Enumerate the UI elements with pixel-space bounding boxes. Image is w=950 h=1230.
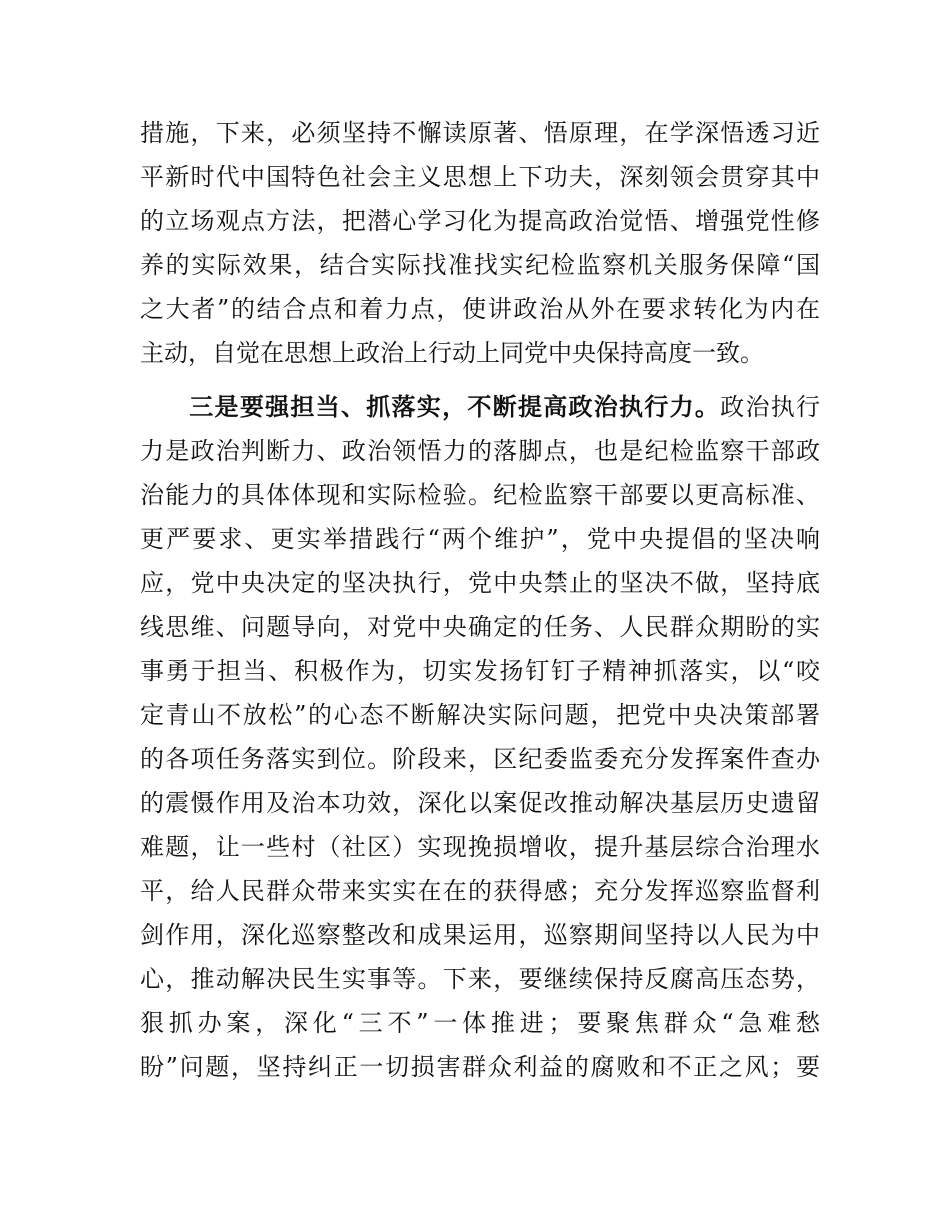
text-line: 的震慑作用及治本功效，深化以案促改推动解决基层历史遗留	[140, 789, 820, 817]
text-line: 狠抓办案，深化“三不”一体推进；要聚焦群众“急难愁	[140, 1009, 820, 1037]
text-line: 难题，让一些村（社区）实现挽损增收，提升基层综合治理水	[140, 833, 820, 861]
paragraph-spacer	[140, 375, 820, 385]
text-line: 事勇于担当、积极作为，切实发扬钉钉子精神抓落实，以“咬	[140, 657, 820, 685]
text-line: 应，党中央决定的坚决执行，党中央禁止的坚决不做，坚持底	[140, 569, 820, 597]
text-line: 的各项任务落实到位。阶段来，区纪委监委充分发挥案件查办	[140, 745, 820, 773]
text-line: 养的实际效果，结合实际找准找实纪检监察机关服务保障“国	[140, 251, 820, 279]
text-line: 盼”问题，坚持纠正一切损害群众利益的腐败和不正之风；要	[140, 1053, 820, 1081]
text-line: 的立场观点方法，把潜心学习化为提高政治觉悟、增强党性修	[140, 207, 820, 235]
text-line: 措施，下来，必须坚持不懈读原著、悟原理，在学深悟透习近	[140, 119, 820, 147]
text-line: 主动，自觉在思想上政治上行动上同党中央保持高度一致。	[140, 339, 764, 367]
text-line: 心，推动解决民生实事等。下来，要继续保持反腐高压态势，	[140, 965, 820, 993]
document-body	[140, 111, 820, 1089]
section-heading-lead: 三是要强担当、抓落实，不断提高政治执行力。	[188, 393, 721, 421]
text-line: 平，给人民群众带来实实在在的获得感；充分发挥巡察监督利	[140, 877, 820, 905]
text-line: 治能力的具体体现和实际检验。纪检监察干部要以更高标准、	[140, 481, 820, 509]
paragraph-1	[140, 111, 820, 375]
text-line: 更严要求、更实举措践行“两个维护”，党中央提倡的坚决响	[140, 525, 820, 553]
text-run: 政治执行	[720, 393, 821, 421]
paragraph-2	[140, 385, 820, 1089]
text-line: 线思维、问题导向，对党中央确定的任务、人民群众期盼的实	[140, 613, 820, 641]
paragraph-2-first-line	[140, 385, 820, 429]
text-line: 定青山不放松”的心态不断解决实际问题，把党中央决策部署	[140, 701, 820, 729]
text-line: 之大者”的结合点和着力点，使讲政治从外在要求转化为内在	[140, 295, 820, 323]
text-line: 平新时代中国特色社会主义思想上下功夫，深刻领会贯穿其中	[140, 163, 820, 191]
text-line: 剑作用，深化巡察整改和成果运用，巡察期间坚持以人民为中	[140, 921, 820, 949]
text-line: 力是政治判断力、政治领悟力的落脚点，也是纪检监察干部政	[140, 437, 820, 465]
